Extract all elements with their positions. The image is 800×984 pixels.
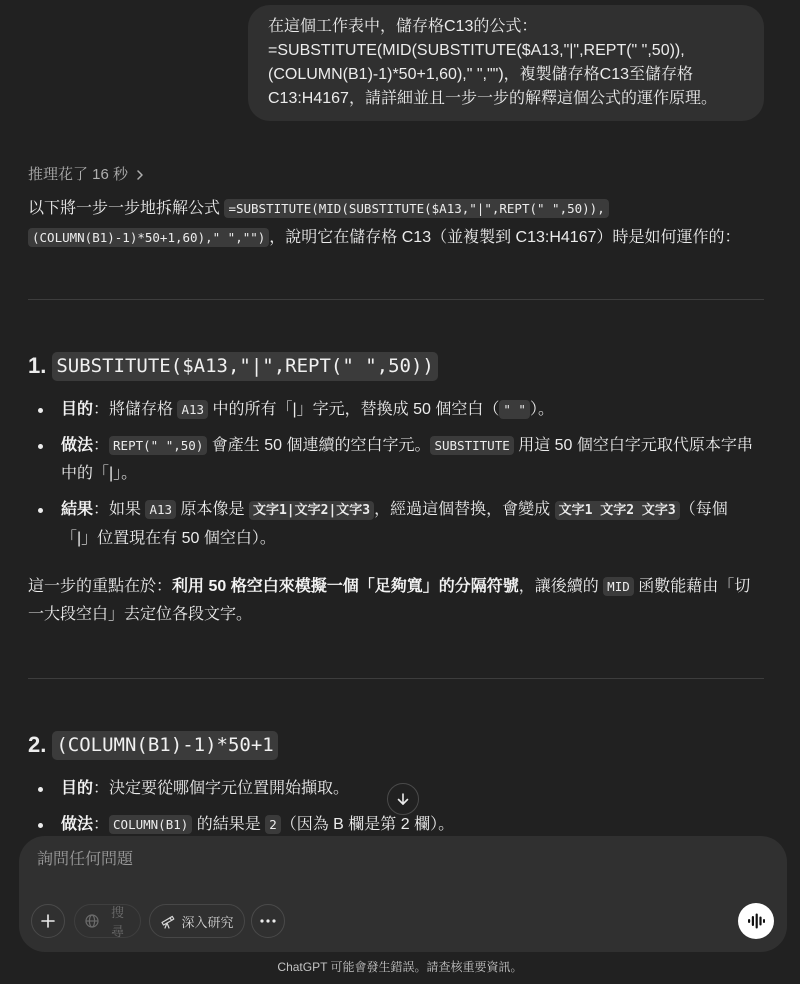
waveform-icon (747, 912, 765, 930)
reasoning-toggle[interactable] (28, 163, 145, 187)
globe-icon (85, 914, 99, 928)
telescope-icon (160, 914, 175, 929)
user-message-line: =SUBSTITUTE(MID(SUBSTITUTE($A13,"|",REPT(" ",50)), (268, 42, 685, 59)
prompt-input[interactable] (37, 848, 737, 872)
inline-code: =SUBSTITUTE(MID(SUBSTITUTE($A13,"|",REPT(" ",50)), (224, 199, 608, 218)
bullet-text: 「|」位置現在有 50 個空白）。 (61, 530, 276, 547)
bullet-label: 做法 (61, 816, 94, 833)
bullet-text: 的結果是 (192, 816, 266, 833)
inline-code: COLUMN(B1) (109, 815, 192, 834)
bullet-text: （因為 B 欄是第 2 欄）。 (280, 816, 455, 833)
section-heading (28, 350, 438, 382)
bullet-dot (38, 444, 43, 449)
bullet-text: ： (93, 501, 110, 518)
divider (28, 678, 764, 679)
list-item (28, 496, 768, 553)
bullet-label: 結果 (61, 501, 94, 518)
heading-code: SUBSTITUTE($A13,"|",REPT(" ",50)) (52, 352, 438, 381)
section-number: 1. (28, 353, 47, 378)
arrow-down-icon (396, 792, 410, 806)
note-text: ，讓後續的 (518, 578, 604, 595)
intro-paragraph (28, 194, 768, 252)
search-button[interactable] (74, 904, 141, 938)
bullet-dot (38, 787, 43, 792)
intro-text: 以下將一步一步地拆解公式 (28, 200, 225, 217)
scroll-to-bottom-button[interactable] (387, 783, 419, 815)
bullet-text: ： (93, 816, 110, 833)
bullet-text: ）。 (529, 401, 554, 418)
note-text: 一大段空白」去定位各段文字。 (28, 606, 253, 623)
bullet-label: 做法 (61, 437, 94, 454)
bullet-text: 決定要從哪個字元位置開始擷取。 (109, 780, 350, 797)
note-text: 這一步的重點在於： (28, 578, 173, 595)
bullet-text: 中的所有「|」字元，替換成 50 個空白（ (208, 401, 500, 418)
more-icon (260, 919, 276, 923)
user-message-line: C13:H4167，請詳細並且一步一步的解釋這個公式的運作原理。 (268, 90, 717, 107)
composer (19, 836, 787, 952)
bullet-text: 會產生 50 個連續的空白字元。 (207, 437, 431, 454)
list-item (28, 811, 768, 839)
section-heading (28, 729, 278, 761)
deep-research-label: 深入研究 (181, 914, 234, 930)
bullet-text: ： (93, 780, 110, 797)
bullet-dot (38, 823, 43, 828)
bullet-text: 中的「|」。 (61, 465, 138, 482)
bullet-list (28, 396, 768, 561)
deep-research-button[interactable] (149, 904, 245, 938)
search-label: 搜尋 (110, 905, 124, 939)
list-item (28, 396, 768, 424)
bullet-text: 原本像是 (176, 501, 249, 518)
inline-code: A13 (177, 400, 208, 419)
inline-code: 文字1|文字2|文字3 (249, 501, 374, 520)
bullet-text: ： (93, 401, 110, 418)
section-note (28, 573, 768, 629)
bullet-label: 目的 (61, 780, 94, 797)
bullet-label: 目的 (61, 401, 94, 418)
reasoning-label: 推理花了 16 秒 (28, 166, 129, 183)
voice-mode-button[interactable] (738, 903, 774, 939)
inline-code: " " (499, 400, 530, 419)
disclaimer: ChatGPT 可能會發生錯誤。請查核重要資訊。 (277, 960, 523, 974)
list-item (28, 432, 768, 488)
user-message-bubble (248, 5, 764, 121)
bullet-dot (38, 508, 43, 513)
divider (28, 299, 764, 300)
bullet-text: 將儲存格 (109, 401, 178, 418)
add-attachment-button[interactable] (31, 904, 65, 938)
bullet-text: （每個 (679, 501, 728, 518)
inline-code: MID (603, 577, 634, 596)
more-tools-button[interactable] (251, 904, 285, 938)
inline-code: (COLUMN(B1)-1)*50+1,60)," ","") (28, 228, 269, 247)
bullet-dot (38, 408, 43, 413)
inline-code: 文字1 文字2 文字3 (555, 501, 680, 520)
inline-code: SUBSTITUTE (430, 436, 513, 455)
inline-code: REPT(" ",50) (109, 436, 207, 455)
user-message-line: (COLUMN(B1)-1)*50+1,60)," ","")，複製儲存格C13至儲存格 (268, 66, 694, 83)
section-number: 2. (28, 732, 47, 757)
inline-code: 2 (265, 815, 281, 834)
user-message-line: 在這個工作表中，儲存格C13的公式： (268, 18, 538, 35)
note-text: 函數能藉由「切 (633, 578, 751, 595)
bullet-text: ： (93, 437, 110, 454)
note-emphasis: 利用 50 格空白來模擬一個「足夠寬」的分隔符號 (172, 578, 519, 595)
plus-icon (40, 913, 56, 929)
bullet-text: 用這 50 個空白字元取代原本字串 (513, 437, 753, 454)
bullet-text: ，經過這個替換，會變成 (374, 501, 555, 518)
chevron-right-icon (135, 169, 145, 181)
intro-text: ，說明它在儲存格 C13（並複製到 C13:H4167）時是如何運作的： (269, 229, 741, 246)
bullet-text: 如果 (109, 501, 146, 518)
inline-code: A13 (145, 500, 176, 519)
heading-code: (COLUMN(B1)-1)*50+1 (52, 731, 277, 760)
